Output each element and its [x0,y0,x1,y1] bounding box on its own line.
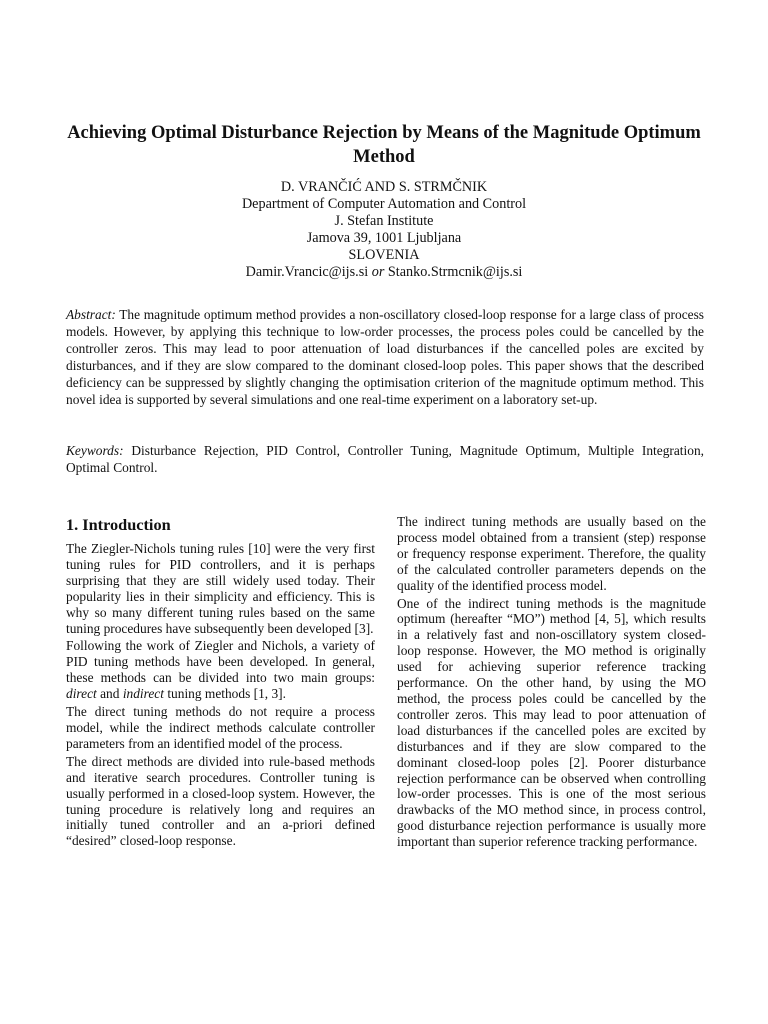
abstract [66,306,704,408]
paragraph [66,638,375,702]
email-line [60,264,708,281]
right-column [397,514,706,852]
emphasis-text: indirect [122,686,164,702]
section-heading: 1. Introduction [66,515,171,534]
paragraph-text: Following the work of Ziegler and Nichols, a variety of PID tuning methods have been developed. In general, these methods can be divided into two main groups: [66,638,375,686]
paper-title: Achieving Optimal Disturbance Rejection by Means of the Magnitude Optimum Method [67,123,701,167]
abstract-text: The magnitude optimum method provides a non-oscillatory closed-loop response for a large class of process models. However, by applying this technique to low-order processes, the process poles could be cancelled by the controller zeros. This may lead to poor attenuation of load disturbances if the cancelled poles are excited by disturbances, and if they are slow compared to the dominant closed-loop poles. This paper shows that the described deficiency can be suppressed by slightly changing the optimisation criterion of the magnitude optimum method. This novel idea is supported by several simulations and one real-time experiment on a laboratory set-up. [66,307,705,407]
keywords-text: Disturbance Rejection, PID Control, Controller Tuning, Magnitude Optimum, Multiple Integration, Optimal Control. [66,443,704,475]
author-email: Stanko.Strmcnik@ijs.si [387,264,523,280]
paragraph-text: and [100,686,120,702]
author-names: D. VRANČIĆ AND S. STRMČNIK [280,179,488,195]
paragraph: The direct tuning methods do not require a process model, while the indirect methods calculate controller parameters from an identified model of the process. [66,704,375,751]
affiliation-line: J. Stefan Institute [334,213,434,229]
abstract-label: Abstract: [66,307,116,322]
emphasis-text: direct [66,686,97,702]
affiliation-line: SLOVENIA [348,247,420,263]
keywords [66,442,704,476]
left-column [66,514,375,851]
paragraph: One of the indirect tuning methods is the magnitude optimum (hereafter “MO”) method [4, 5], which results in a relatively fast and non-oscillatory system closed-loop response. However, the MO method is originally used for achieving superior reference tracking performance. On the other hand, by using the MO method, the process poles could be cancelled by the controller zeros. This may lead to poor attenuation of load disturbances if the cancelled poles are excited by disturbances and if they are slow compared to the dominant closed-loop poles [2]. Poorer disturbance rejection performance can be observed when controlling low-order processes. This is one of the most serious drawbacks of the MO method since, in process control, good disturbance rejection performance is usually more important than superior reference tracking performance. [397,595,706,850]
author-block [60,179,708,281]
author-email: Damir.Vrancic@ijs.si [245,264,369,280]
paragraph-text: tuning methods [1, 3]. [167,686,286,702]
paragraph: The indirect tuning methods are usually based on the process model obtained from a transient (step) response or frequency response experiment. Therefore, the quality of the calculated controller parameters depends on the quality of the identified process model. [397,514,706,593]
email-separator: or [371,264,385,280]
paragraph: The direct methods are divided into rule-based methods and iterative search procedures. Controller tuning is usually performed in a closed-loop system. However, the tuning procedure is relatively long and requires an initially tuned controller and an a-priori defined “desired” closed-loop response. [66,753,375,849]
paragraph: The Ziegler-Nichols tuning rules [10] were the very first tuning rules for PID controllers, and it is perhaps surprising that they are still widely used today. Their popularity lies in their simplicity and efficiency. This is why so many different tuning rules based on the same tuning procedures have subsequently been developed [3]. [66,541,375,636]
affiliation-line: Jamova 39, 1001 Ljubljana [306,230,462,246]
keywords-label: Keywords: [66,443,124,458]
affiliation-line: Department of Computer Automation and Control [241,196,527,212]
